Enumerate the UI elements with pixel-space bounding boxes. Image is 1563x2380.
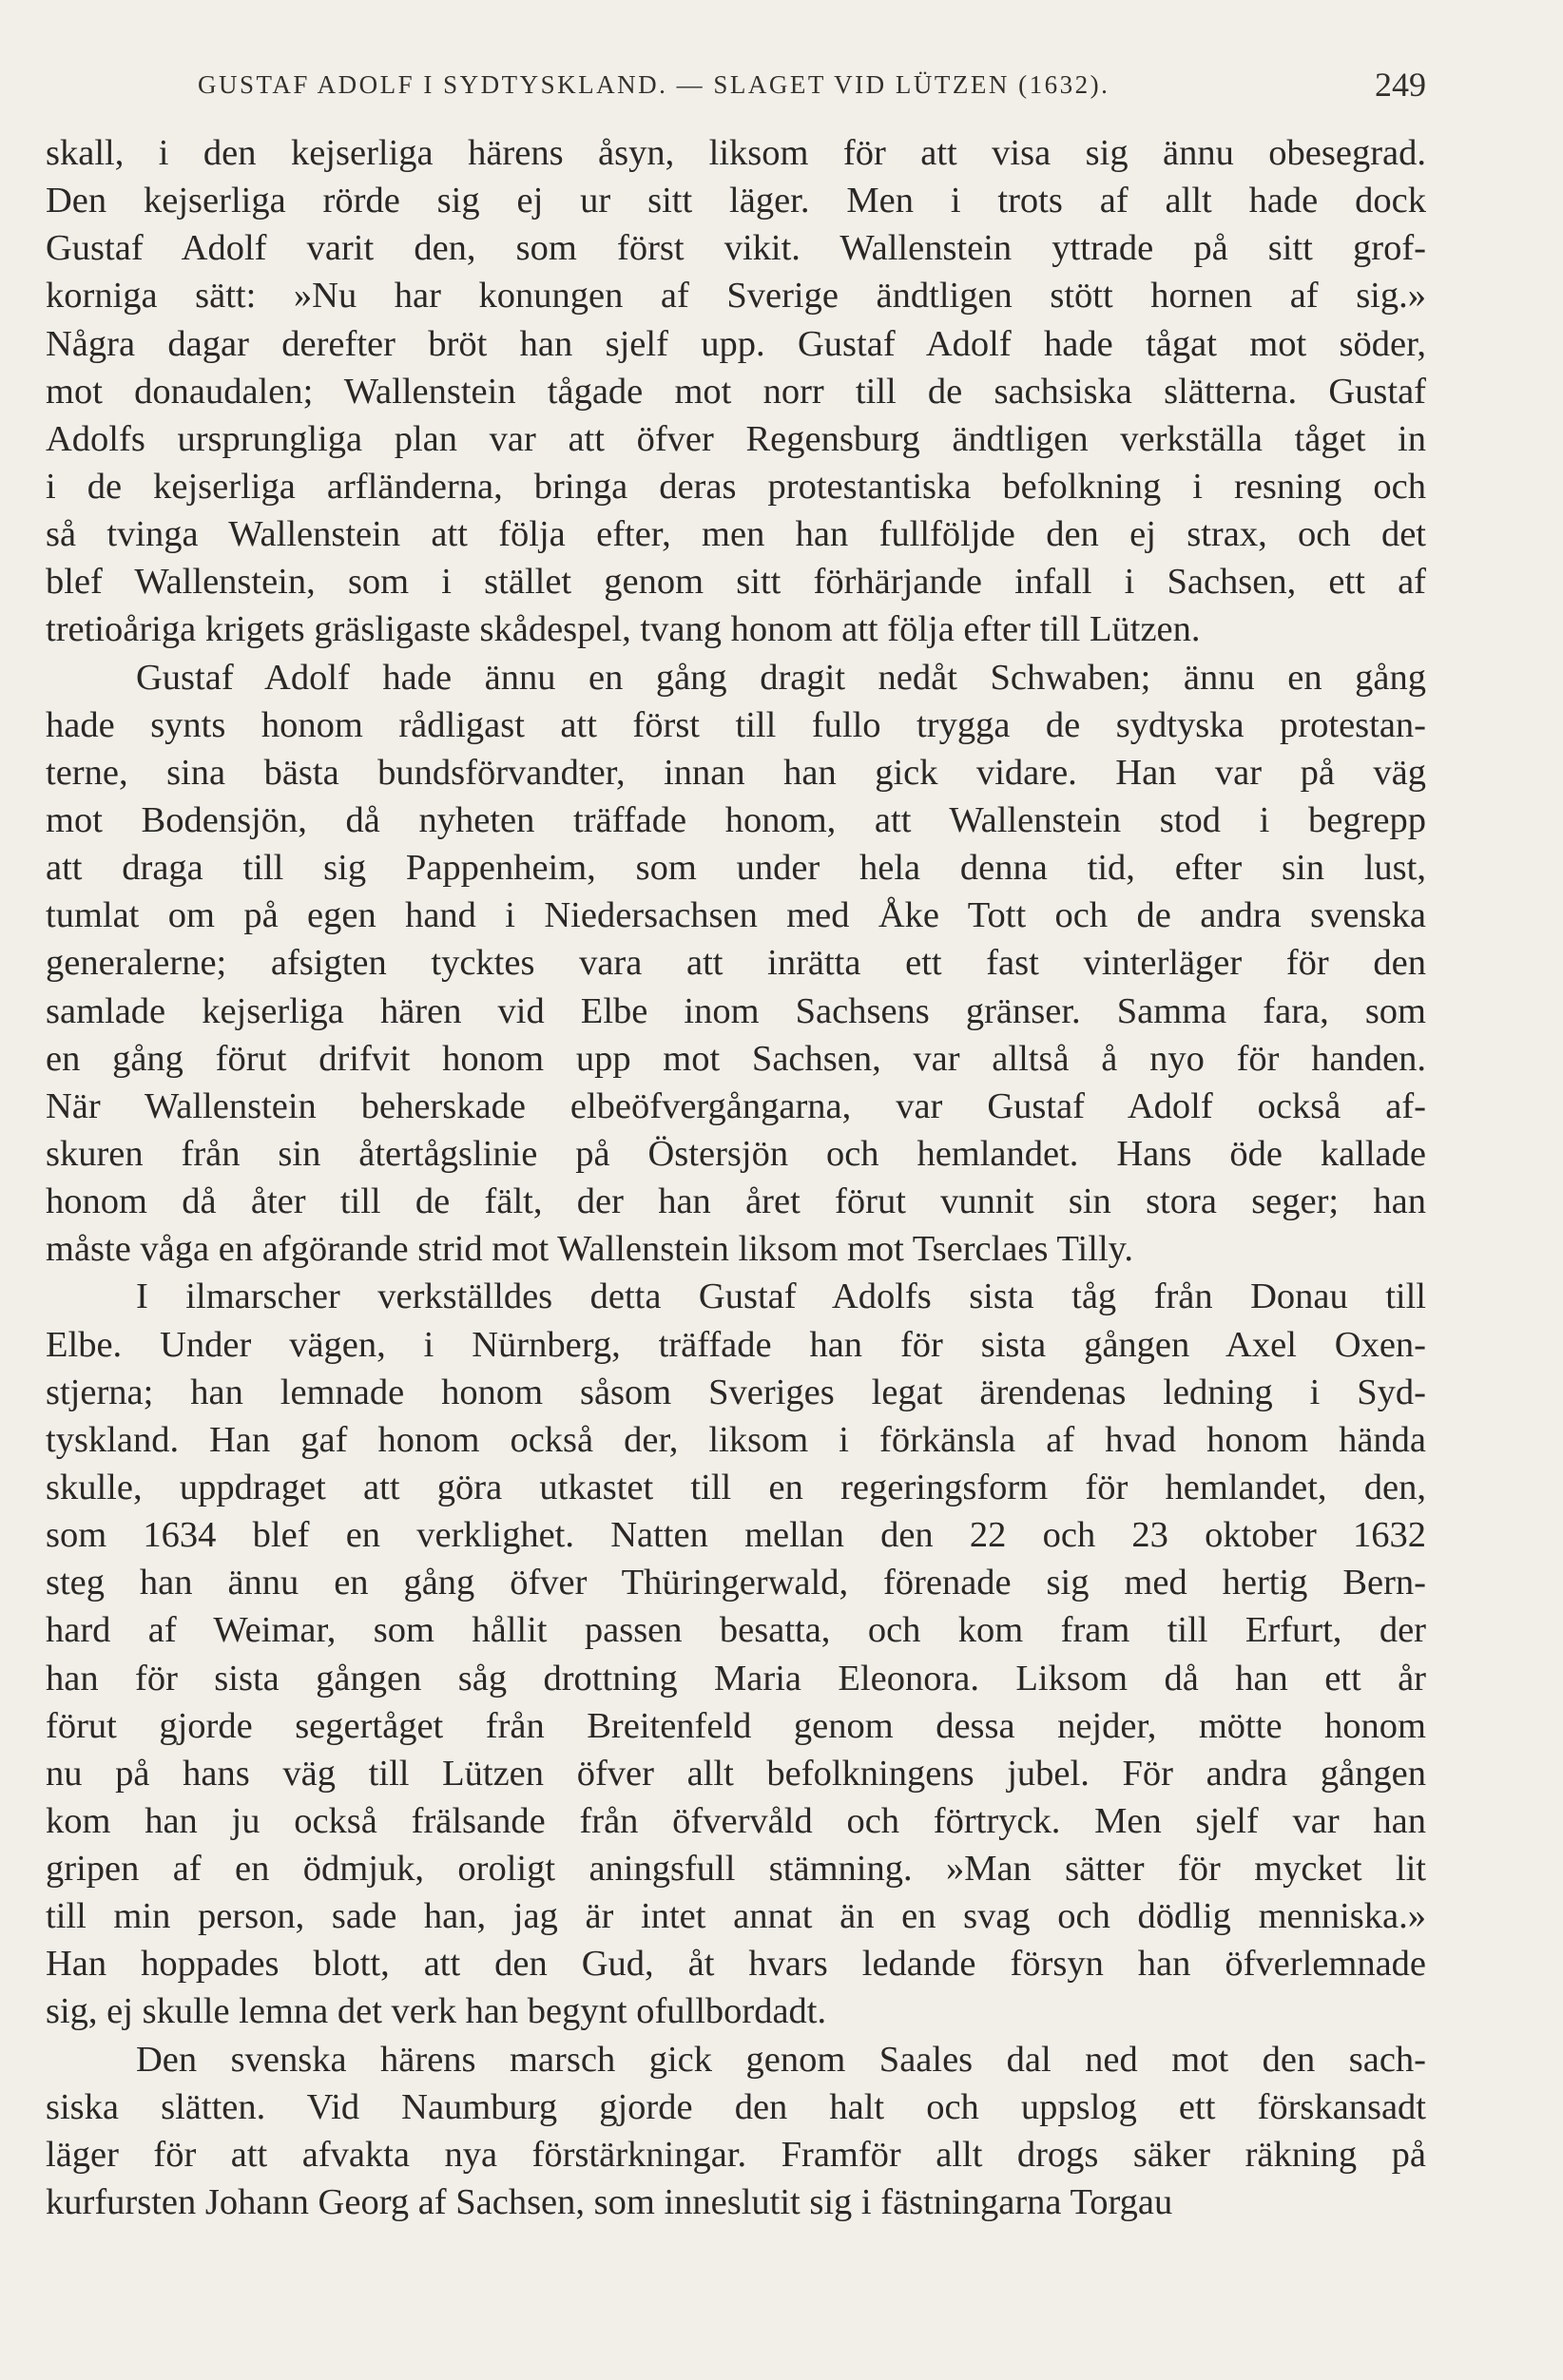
text-line: att draga till sig Pappenheim, som under hela denna tid, efter sin lust, bbox=[46, 848, 1426, 889]
text-line: som 1634 blef en verklighet. Natten mellan den 22 och 23 oktober 1632 bbox=[46, 1515, 1426, 1556]
text-line: kurfursten Johann Georg af Sachsen, som inneslutit sig i fästningarna Torgau bbox=[46, 2182, 1173, 2223]
text-line: han för sista gången såg drottning Maria Eleonora. Liksom då han ett år bbox=[46, 1658, 1426, 1699]
text-line: samlade kejserliga hären vid Elbe inom Sachsens gränser. Samma fara, som bbox=[46, 990, 1426, 1031]
text-line: så tvinga Wallenstein att följa efter, men han fullföljde den ej strax, och det bbox=[46, 514, 1426, 555]
text-line: skulle, uppdraget att göra utkastet till en regeringsform för hemlandet, den, bbox=[46, 1467, 1426, 1507]
body-text bbox=[46, 129, 1426, 2226]
text-line: Han hoppades blott, att den Gud, åt hvars ledande försyn han öfverlemnade bbox=[46, 1944, 1426, 1985]
text-line: korniga sätt: »Nu har konungen af Sverige ändtligen stött hornen af sig.» bbox=[46, 276, 1426, 317]
text-line: sig, ej skulle lemna det verk han begynt ofullbordadt. bbox=[46, 1991, 827, 2032]
text-line: gripen af en ödmjuk, oroligt aningsfull stämning. »Man sätter för mycket lit bbox=[46, 1849, 1426, 1890]
text-line: skuren från sin återtågslinie på Östersjön och hemlandet. Hans öde kallade bbox=[46, 1133, 1426, 1174]
page-header bbox=[46, 63, 1426, 116]
text-line: Adolfs ursprungliga plan var att öfver Regensburg ändtligen verkställa tåget in bbox=[46, 418, 1426, 459]
text-line: generalerne; afsigten tycktes vara att inrätta ett fast vinterläger för den bbox=[46, 943, 1426, 984]
text-line: mot donaudalen; Wallenstein tågade mot norr till de sachsiska slätterna. Gustaf bbox=[46, 371, 1426, 412]
text-line: hade synts honom rådligast att först till fullo trygga de sydtyska protestan- bbox=[46, 704, 1426, 745]
paragraph bbox=[46, 1273, 1426, 2035]
text-line: När Wallenstein beherskade elbeöfvergångarna, var Gustaf Adolf också af- bbox=[46, 1085, 1426, 1126]
text-line: Några dagar derefter bröt han sjelf upp. Gustaf Adolf hade tågat mot söder, bbox=[46, 323, 1426, 364]
text-line: i de kejserliga arfländerna, bringa deras protestantiska befolkning i resning och bbox=[46, 466, 1426, 507]
text-line: måste våga en afgörande strid mot Wallenstein liksom mot Tserclaes Tilly. bbox=[46, 1229, 1134, 1270]
paragraph bbox=[46, 654, 1426, 1274]
text-line: I ilmarscher verkställdes detta Gustaf Adolfs sista tåg från Donau till bbox=[136, 1276, 1426, 1317]
text-line: terne, sina bästa bundsförvandter, innan han gick vidare. Han var på väg bbox=[46, 752, 1426, 793]
text-line: mot Bodensjön, då nyheten träffade honom, att Wallenstein stod i begrepp bbox=[46, 799, 1426, 840]
text-line: Gustaf Adolf hade ännu en gång dragit nedåt Schwaben; ännu en gång bbox=[136, 657, 1426, 698]
text-line: siska slätten. Vid Naumburg gjorde den halt och uppslog ett förskansadt bbox=[46, 2086, 1426, 2127]
text-line: Gustaf Adolf varit den, som först vikit. Wallenstein yttrade på sitt grof- bbox=[46, 228, 1426, 269]
paragraph bbox=[46, 2036, 1426, 2227]
page-number: 249 bbox=[1375, 66, 1426, 104]
paragraph bbox=[46, 129, 1426, 654]
text-line: Elbe. Under vägen, i Nürnberg, träffade han för sista gången Axel Oxen- bbox=[46, 1324, 1426, 1365]
text-line: nu på hans väg till Lützen öfver allt befolkningens jubel. För andra gången bbox=[46, 1753, 1426, 1794]
text-line: tumlat om på egen hand i Niedersachsen med Åke Tott och de andra svenska bbox=[46, 895, 1426, 936]
text-line: honom då åter till de fält, der han året förut vunnit sin stora seger; han bbox=[46, 1181, 1426, 1222]
text-line: skall, i den kejserliga härens åsyn, liksom för att visa sig ännu obesegrad. bbox=[46, 133, 1426, 173]
text-line: blef Wallenstein, som i stället genom sitt förhärjande infall i Sachsen, ett af bbox=[46, 562, 1426, 603]
text-line: till min person, sade han, jag är intet annat än en svag och dödlig menniska.» bbox=[46, 1896, 1426, 1937]
text-line: tretioåriga krigets gräsligaste skådespel, tvang honom att följa efter till Lützen. bbox=[46, 609, 1201, 650]
text-line: läger för att afvakta nya förstärkningar. Framför allt drogs säker räkning på bbox=[46, 2134, 1426, 2175]
text-line: stjerna; han lemnade honom såsom Sveriges legat ärendenas ledning i Syd- bbox=[46, 1372, 1426, 1412]
text-line: Den kejserliga rörde sig ej ur sitt läger. Men i trots af allt hade dock bbox=[46, 181, 1426, 221]
text-line: Den svenska härens marsch gick genom Saales dal ned mot den sach- bbox=[136, 2039, 1426, 2080]
text-line: tyskland. Han gaf honom också der, liksom i förkänsla af hvad honom hända bbox=[46, 1419, 1426, 1460]
text-line: förut gjorde segertåget från Breitenfeld genom dessa nejder, mötte honom bbox=[46, 1705, 1426, 1746]
running-title: GUSTAF ADOLF I SYDTYSKLAND. — SLAGET VID LÜTZEN (1632). bbox=[198, 70, 1110, 99]
text-line: kom han ju också frälsande från öfvervåld och förtryck. Men sjelf var han bbox=[46, 1800, 1426, 1841]
text-line: hard af Weimar, som hållit passen besatta, och kom fram till Erfurt, der bbox=[46, 1610, 1426, 1651]
text-line: en gång förut drifvit honom upp mot Sachsen, var alltså å nyo för handen. bbox=[46, 1038, 1426, 1079]
text-line: steg han ännu en gång öfver Thüringerwald, förenade sig med hertig Bern- bbox=[46, 1563, 1426, 1603]
